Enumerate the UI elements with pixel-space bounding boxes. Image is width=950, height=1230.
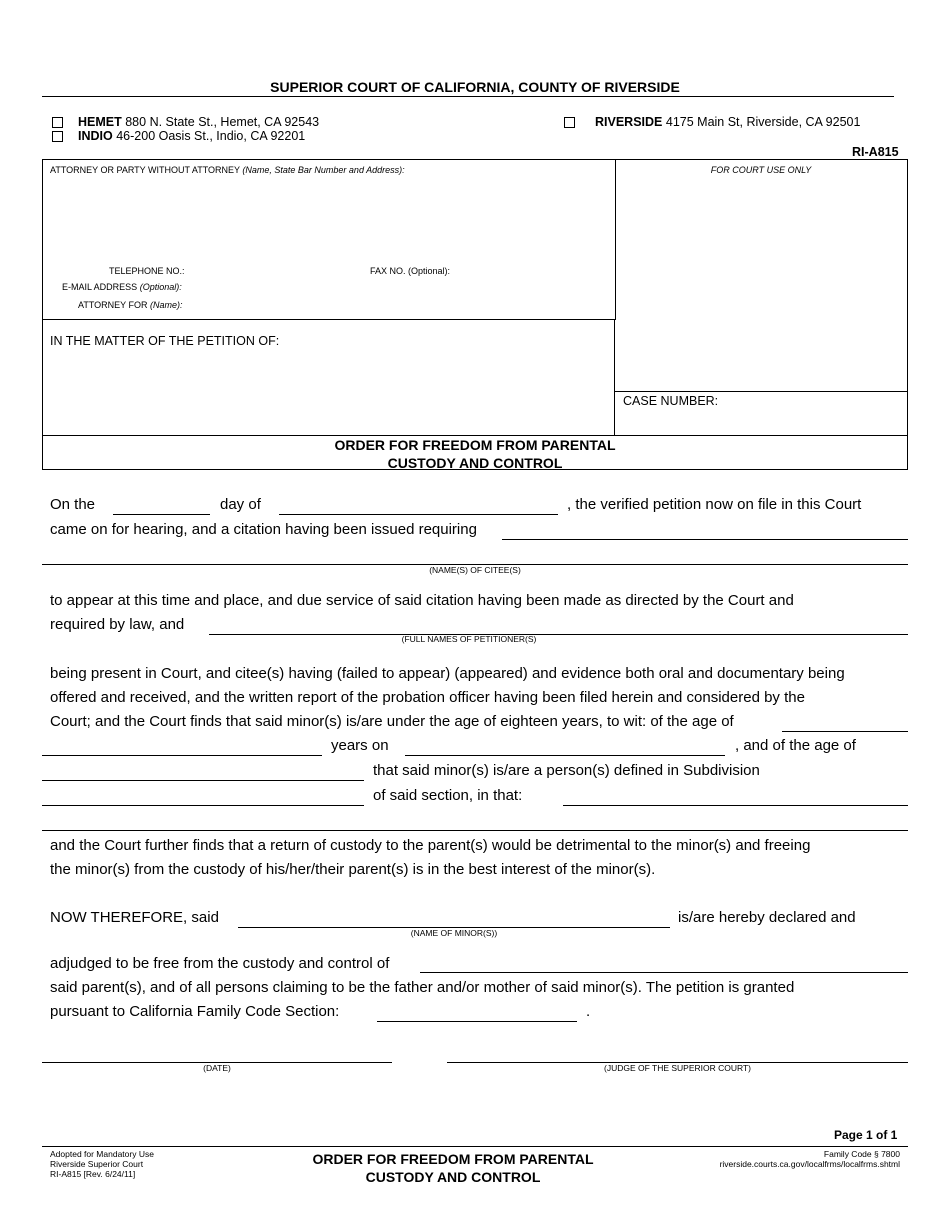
hemet-checkbox[interactable] [52,117,63,128]
declared-text: is/are hereby declared and [678,909,856,926]
now-therefore-text: NOW THEREFORE, said [50,909,219,926]
attorney-box-bottom [42,319,616,320]
month-year-field[interactable] [279,514,558,515]
verified-text: , the verified petition now on file in this Court [567,496,862,513]
judge-caption: (JUDGE OF THE SUPERIOR COURT) [603,1063,752,1073]
said-parents-text: said parent(s), and of all persons claiming to be the father and/or mother of said minor(s). The petition is granted [50,979,795,996]
header-rule [42,96,894,97]
present-text-3: Court; and the Court finds that said minor(s) is/are under the age of eighteen years, to wit: of the age of [50,713,734,730]
court-use-label: FOR COURT USE ONLY [710,165,812,175]
footer-left: Adopted for Mandatory Use Riverside Superior Court RI-A815 [Rev. 6/24/11] [50,1149,154,1179]
age-field-1-cont[interactable] [42,755,322,756]
adjudged-text: adjudged to be free from the custody and control of [50,955,390,972]
in-that-field-1[interactable] [563,805,908,806]
pursuant-text: pursuant to California Family Code Section: [50,1003,340,1020]
case-number-label: CASE NUMBER: [623,394,719,408]
defined-text: that said minor(s) is/are a person(s) defined in Subdivision [373,762,760,779]
telephone-label: TELEPHONE NO.: [109,266,185,276]
matter-label: IN THE MATTER OF THE PETITION OF: [50,334,280,348]
birthdate-field[interactable] [405,755,725,756]
age-field-1[interactable] [782,731,908,732]
date-caption: (DATE) [203,1063,231,1073]
further-text-1: and the Court further finds that a return of custody to the parent(s) would be detrimental to the minor(s) and freeing [50,837,811,854]
parents-field[interactable] [420,972,908,973]
came-on-text: came on for hearing, and a citation having been issued requiring [50,521,477,538]
caption-box [42,159,908,470]
citee-field-1[interactable] [502,539,908,540]
case-number-top [614,391,908,392]
attorney-label: ATTORNEY OR PARTY WITHOUT ATTORNEY (Name, State Bar Number and Address): [50,165,405,175]
appear-text: to appear at this time and place, and due service of said citation having been made as directed by the Court and [50,592,794,609]
form-title: ORDER FOR FREEDOM FROM PARENTAL CUSTODY AND CONTROL [334,437,616,471]
petitioner-caption: (FULL NAMES OF PETITIONER(S) [401,634,537,644]
email-label: E-MAIL ADDRESS (Optional): [62,282,182,292]
riverside-location: RIVERSIDE 4175 Main St, Riverside, CA 92501 [595,115,861,129]
day-field[interactable] [113,514,210,515]
in-that-field-2[interactable] [42,830,908,831]
day-of-text: day of [220,496,261,513]
indio-location: INDIO 46-200 Oasis St., Indio, CA 92201 [78,129,306,143]
footer-right: Family Code § 7800 riverside.courts.ca.gov/localfrms/localfrms.shtml [719,1149,900,1169]
attorney-for-label: ATTORNEY FOR (Name): [78,300,183,310]
further-text-2: the minor(s) from the custody of his/her/their parent(s) is in the best interest of the minor(s). [50,861,656,878]
subdivision-field[interactable] [42,805,364,806]
present-text-2: offered and received, and the written report of the probation officer having been filed herein and considered by the [50,689,805,706]
required-text: required by law, and [50,616,185,633]
and-age-text: , and of the age of [735,737,856,754]
period-text: . [586,1003,591,1020]
years-on-text: years on [331,737,389,754]
present-text-1: being present in Court, and citee(s) having (failed to appear) (appeared) and evidence both oral and documentary being [50,665,845,682]
footer-rule [42,1146,908,1147]
on-the-text: On the [50,496,96,513]
caption-divider-upper [615,159,616,319]
of-section-text: of said section, in that: [373,787,523,804]
minor-caption: (NAME OF MINOR(S)) [410,928,498,938]
fax-label: FAX NO. (Optional): [370,266,451,276]
hemet-location: HEMET 880 N. State St., Hemet, CA 92543 [78,115,320,129]
page-number: Page 1 of 1 [834,1128,898,1142]
code-section-field[interactable] [377,1021,577,1022]
riverside-checkbox[interactable] [564,117,575,128]
form-number: RI-A815 [852,145,899,159]
court-title: SUPERIOR COURT OF CALIFORNIA, COUNTY OF RIVERSIDE [270,79,680,95]
caption-divider-lower [614,319,615,435]
footer-title: ORDER FOR FREEDOM FROM PARENTAL CUSTODY AND CONTROL [312,1151,594,1185]
age-field-2[interactable] [42,780,364,781]
citee-caption: (NAME(S) OF CITEE(S) [429,565,521,575]
indio-checkbox[interactable] [52,131,63,142]
